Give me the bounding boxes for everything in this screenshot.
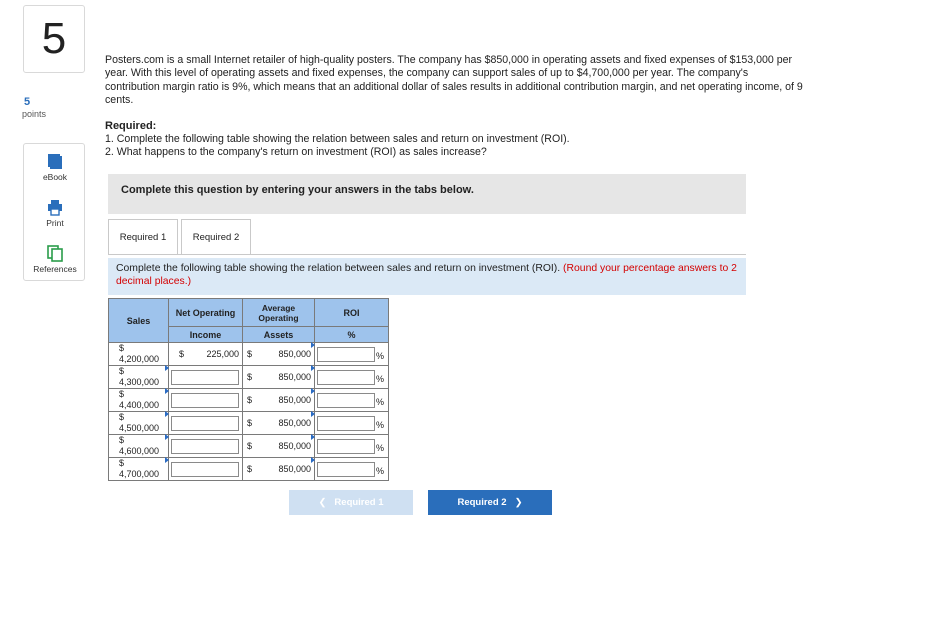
next-label: Required 2 xyxy=(457,497,507,508)
roi-cell xyxy=(315,389,389,412)
roi-table xyxy=(108,298,389,481)
roi-unit: % xyxy=(375,466,384,476)
table-row xyxy=(109,366,389,389)
roi-input[interactable] xyxy=(317,439,375,454)
sales-dollar: $ xyxy=(119,389,125,399)
assets-value: 850,000 xyxy=(278,395,311,405)
assets-cell xyxy=(243,366,315,389)
ebook-label: eBook xyxy=(42,172,68,182)
roi-unit: % xyxy=(375,374,384,384)
sales-dollar: $ xyxy=(119,458,125,468)
sales-cell xyxy=(109,458,169,481)
roi-unit: % xyxy=(375,420,384,430)
assets-cell xyxy=(243,389,315,412)
references-label: References xyxy=(33,264,77,274)
assets-dollar: $ xyxy=(247,418,253,428)
assets-dollar: $ xyxy=(247,441,253,451)
roi-subheader: % xyxy=(315,327,389,343)
assets-cell xyxy=(243,412,315,435)
assets-value: 850,000 xyxy=(278,418,311,428)
instructions-banner: Complete this question by entering your answers in the tabs below. xyxy=(108,174,746,214)
assets-value: 850,000 xyxy=(278,464,311,474)
noi-input[interactable] xyxy=(171,462,239,477)
references-icon xyxy=(47,245,63,262)
sales-cell xyxy=(109,366,169,389)
printer-icon xyxy=(47,199,63,216)
required-item-1: 1. Complete the following table showing the relation between sales and return on investment (ROI). xyxy=(105,133,570,145)
sales-value: 4,400,000 xyxy=(119,400,160,410)
table-row xyxy=(109,435,389,458)
required-title: Required: xyxy=(105,120,157,132)
required-item-2: 2. What happens to the company's return on investment (ROI) as sales increase? xyxy=(105,146,487,158)
question-number: 5 xyxy=(23,5,85,73)
references-button[interactable] xyxy=(24,245,86,274)
prev-required-button[interactable] xyxy=(289,490,413,515)
instruction-note: (Round your percentage answers to 2 decimal places.) xyxy=(116,263,737,287)
tool-panel xyxy=(23,143,85,281)
roi-header: ROI xyxy=(315,299,389,327)
noi-cell xyxy=(169,389,243,412)
roi-input[interactable] xyxy=(317,416,375,431)
roi-input[interactable] xyxy=(317,370,375,385)
roi-unit: % xyxy=(375,443,384,453)
roi-cell xyxy=(315,343,389,366)
noi-subheader: Income xyxy=(169,327,243,343)
assets-value: 850,000 xyxy=(278,349,311,359)
sales-dollar: $ xyxy=(119,366,125,376)
tab-divider xyxy=(108,254,746,255)
noi-cell xyxy=(169,435,243,458)
prev-label: Required 1 xyxy=(334,497,384,508)
sales-value: 4,700,000 xyxy=(119,469,160,479)
header-row xyxy=(109,299,389,327)
sales-header: Sales xyxy=(109,299,169,343)
points-label: points xyxy=(22,109,47,119)
noi-cell xyxy=(169,412,243,435)
roi-input[interactable] xyxy=(317,462,375,477)
problem-text: Posters.com is a small Internet retailer of high-quality posters. The company has $850,000 in operating assets and fixed expenses of $153,000 per year. With this level of operating assets and fixed expenses, the company can support sales of up to $4,700,000 per year. The company's contribution margin ratio is 9%, which means that an additional dollar of sales results in additional contribution margin, and net operating income, of 9 cents. xyxy=(105,54,803,106)
table-instruction xyxy=(108,258,746,295)
instruction-main: Complete the following table showing the relation between sales and return on investment (ROI). xyxy=(116,263,564,274)
chevron-left-icon: ❮ xyxy=(318,497,327,508)
table-row xyxy=(109,458,389,481)
noi-input[interactable] xyxy=(171,370,239,385)
noi-cell xyxy=(169,343,243,366)
assets-subheader: Assets xyxy=(243,327,315,343)
sales-cell xyxy=(109,389,169,412)
assets-dollar: $ xyxy=(247,349,253,359)
print-button[interactable] xyxy=(24,199,86,228)
sales-dollar: $ xyxy=(119,435,125,445)
tab-required-1[interactable]: Required 1 xyxy=(108,219,178,255)
assets-dollar: $ xyxy=(247,464,253,474)
sales-dollar: $ xyxy=(119,343,125,353)
assets-dollar: $ xyxy=(247,372,253,382)
sales-value: 4,600,000 xyxy=(119,446,160,456)
roi-cell xyxy=(315,435,389,458)
roi-unit: % xyxy=(375,397,384,407)
assets-cell xyxy=(243,343,315,366)
sales-value: 4,200,000 xyxy=(119,354,160,364)
assets-cell xyxy=(243,458,315,481)
table-row xyxy=(109,412,389,435)
points-value: 5 xyxy=(24,96,31,108)
sales-dollar: $ xyxy=(119,412,125,422)
sales-cell xyxy=(109,343,169,366)
roi-cell xyxy=(315,366,389,389)
noi-cell xyxy=(169,458,243,481)
roi-unit: % xyxy=(375,351,384,361)
assets-value: 850,000 xyxy=(278,441,311,451)
noi-input[interactable] xyxy=(171,439,239,454)
roi-input[interactable] xyxy=(317,347,375,362)
noi-input[interactable] xyxy=(171,416,239,431)
sales-value: 4,300,000 xyxy=(119,377,160,387)
table-row xyxy=(109,389,389,412)
chevron-right-icon: ❯ xyxy=(514,497,523,508)
book-icon xyxy=(47,153,63,170)
assets-value: 850,000 xyxy=(278,372,311,382)
roi-input[interactable] xyxy=(317,393,375,408)
print-label: Print xyxy=(46,218,64,228)
noi-input[interactable] xyxy=(171,393,239,408)
noi-header: Net Operating xyxy=(169,299,243,327)
noi-dollar: $ xyxy=(179,349,185,359)
table-row xyxy=(109,343,389,366)
roi-cell xyxy=(315,458,389,481)
assets-header: Average Operating xyxy=(243,299,315,327)
noi-value: 225,000 xyxy=(206,349,239,359)
ebook-button[interactable] xyxy=(24,153,86,182)
assets-cell xyxy=(243,435,315,458)
next-required-button[interactable] xyxy=(428,490,552,515)
sales-value: 4,500,000 xyxy=(119,423,160,433)
tab-required-2[interactable]: Required 2 xyxy=(181,219,251,255)
sales-cell xyxy=(109,435,169,458)
roi-cell xyxy=(315,412,389,435)
sales-cell xyxy=(109,412,169,435)
noi-cell xyxy=(169,366,243,389)
assets-dollar: $ xyxy=(247,395,253,405)
